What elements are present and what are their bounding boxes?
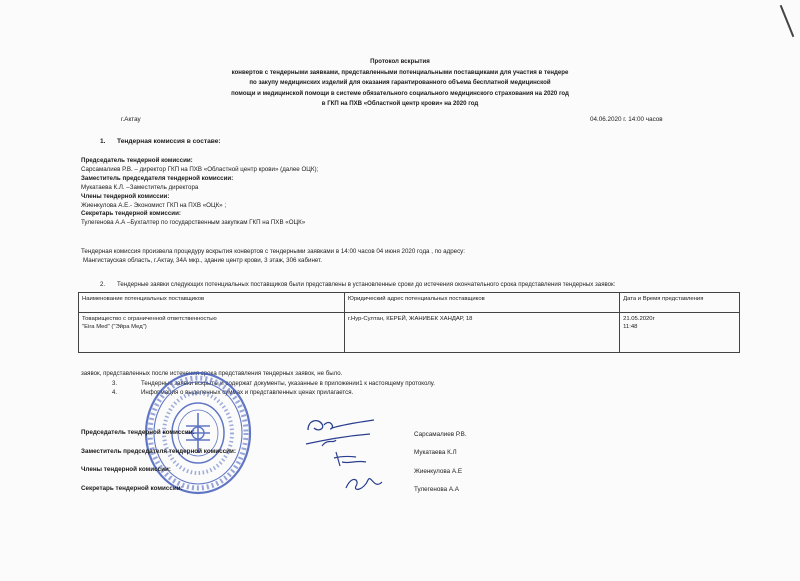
procedure-paragraph: [81, 248, 465, 266]
members-heading: Члены тендерной комиссии:: [81, 192, 170, 200]
table-header-row: [79, 293, 740, 313]
section-number: 1.: [100, 138, 106, 145]
item-text: Тендерные заявки вскрыты и содержат документы, указанные в приложении1 к настоящему протоколу.: [141, 380, 435, 387]
signature-roles: [81, 424, 236, 498]
section-2-text: Тендерные заявки следующих потенциальных поставщиков были представлены в установленные сроки до истечения окончательного срока представления тендерных заявок:: [117, 281, 616, 288]
secretary-heading: Секретарь тендерной комиссии:: [81, 210, 181, 218]
signature-role: Секретарь тендерной комиссии:: [81, 484, 183, 492]
signature-role: Члены тендерной комиссии:: [81, 466, 171, 474]
secretary-signature: [338, 470, 388, 496]
supplier-name: "Eira Med" ("Эйра Мед"): [82, 323, 147, 330]
signatory-name: Тулегенова А.А: [414, 486, 459, 494]
title-line: конвертов с тендерными заявками, представленными потенциальными поставщиками для участия в тендере: [231, 68, 569, 76]
signature-role: Заместитель председателя тендерной комиссии:: [81, 447, 236, 455]
section-heading-text: Тендерная комиссия в составе:: [117, 138, 221, 145]
member-signature: [326, 448, 376, 470]
secretary-text: Тулегенова А.А –Бухгалтер по государственным закупкам ГКП на ПХВ «ОЦК»: [81, 219, 306, 227]
signatory-name: Мукатаева К.Л: [414, 449, 457, 457]
section-1-heading: [100, 138, 221, 145]
members-text: Жиенкулова А.Е.- Экономист ГКП на ПХВ «ОЦК» ;: [81, 201, 227, 209]
title-line: помощи и медицинской помощи в системе обязательного социального медицинского страхования на 2020 год: [231, 89, 569, 97]
chair-heading: Председатель тендерной комиссии:: [81, 157, 193, 164]
item-number: 4.: [112, 388, 118, 396]
title-line: Протокол вскрытия: [370, 58, 430, 65]
protocol-title: [150, 57, 650, 110]
address-cell: г.Нур-Султан, КЕРЕЙ, ЖАНИБЕК ХАНДАР, 18: [344, 313, 619, 353]
header-cell-address: Юридический адрес потенциальных поставщиков: [344, 293, 619, 313]
table-row: [79, 313, 740, 353]
title-line: по закупу медицинских изделий для оказания гарантированного объема бесплатной медицинской: [249, 79, 551, 87]
item-text: Информация о выделенных суммах и представленных ценах прилагается.: [141, 388, 354, 396]
deputy-signature: [300, 428, 380, 450]
signatory-name: Жиенкулова А.Е: [414, 467, 463, 475]
procedure-text: Тендерная комиссия произвела процедуру вскрытия конвертов с тендерными заявками в 14:00 часов 04 июня 2020 года , по адресу:: [81, 248, 466, 255]
commission-list: [81, 157, 318, 228]
scan-edge-mark: [780, 5, 795, 37]
datetime-cell: [620, 313, 740, 353]
procedure-address: Мангистауская область, г.Актау, 34А мкр., здание центр крови, 3 этаж, 306 кабинет.: [83, 256, 322, 264]
chair-text: Сарсамалиев Р.В. – директор ГКП на ПХВ «Областной центр крови» (далее ОЦК);: [81, 165, 319, 173]
header-cell-supplier: Наименование потенциальных поставщиков: [79, 293, 345, 313]
header-cell-datetime: Дата и Время представления: [620, 293, 740, 313]
title-line: в ГКП на ПХВ «Областной центр крови» на 2020 год: [321, 100, 479, 108]
supplier-type: Товарищество с ограниченной ответственностью: [82, 316, 217, 322]
section-2-paragraph: [100, 281, 615, 288]
signature-role: Председатель тендерной комиссии:: [81, 429, 195, 436]
supplier-cell: [79, 313, 345, 353]
city: г.Актау: [121, 116, 141, 123]
deputy-heading: Заместитель председателя тендерной комиссии:: [81, 174, 234, 182]
deputy-text: Мукатаева К.Л. –Заместитель директора: [81, 183, 199, 191]
section-number: 2.: [100, 281, 106, 288]
signature-names: [414, 426, 467, 500]
bids-table: [78, 292, 740, 353]
submission-time: 11:48: [623, 323, 638, 330]
protocol-date: 04.06.2020 г. 14:00 часов: [590, 116, 663, 123]
submission-date: 21.05.2020г: [623, 316, 655, 322]
signatory-name: Сарсамалиев Р.В.: [414, 431, 467, 438]
item-number: 3.: [112, 380, 118, 387]
late-bids-note: заявок, представленных после истечения срока представления тендерных заявок, не было.: [81, 370, 343, 377]
